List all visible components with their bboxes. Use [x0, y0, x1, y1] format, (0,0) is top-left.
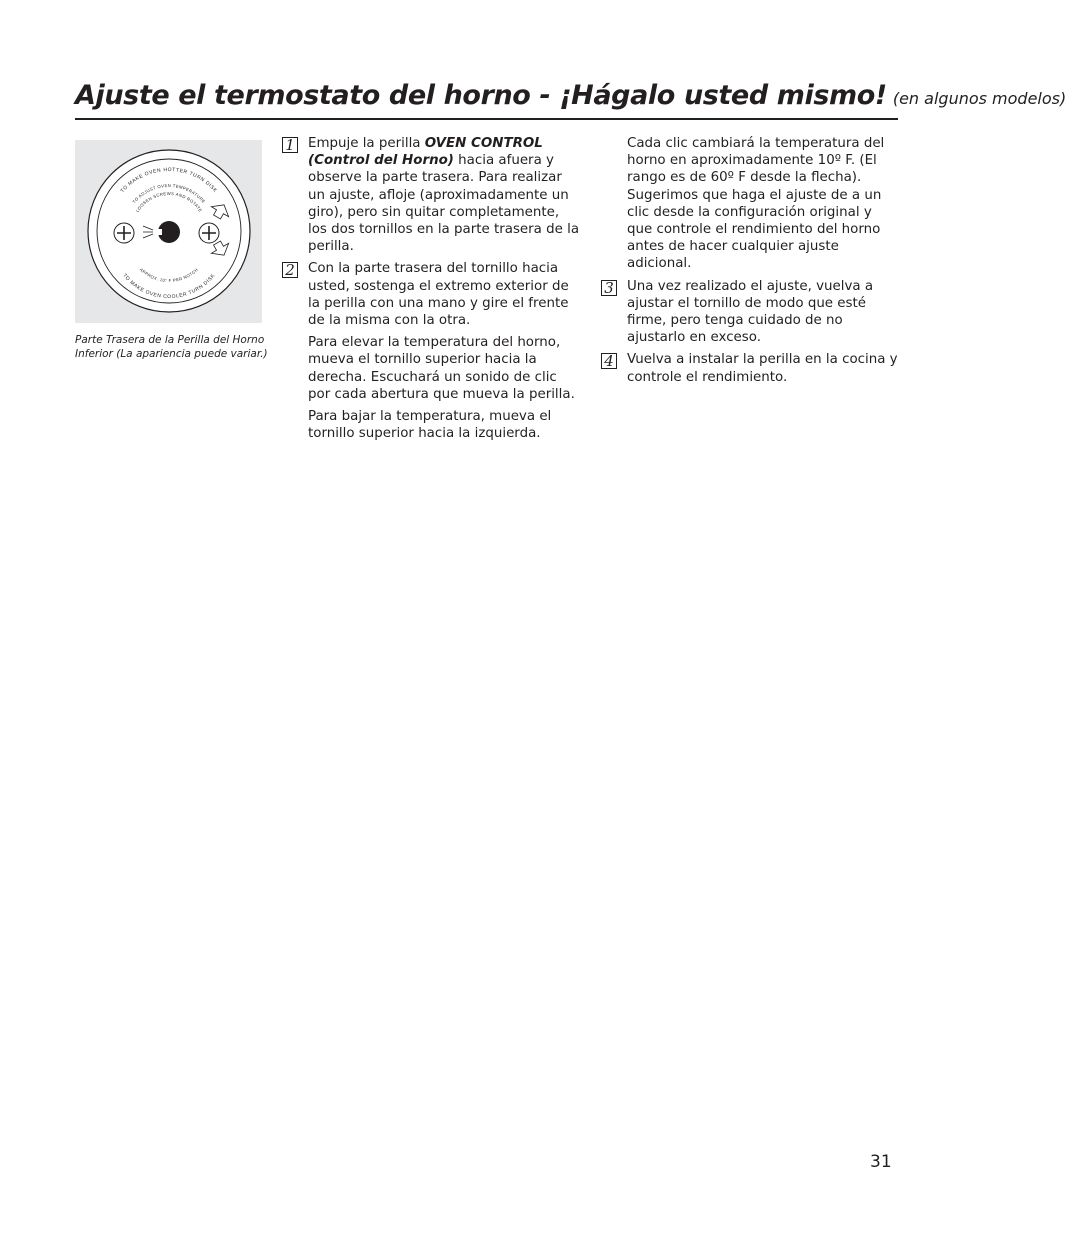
instructions-column-2 — [601, 135, 901, 391]
step-3-text: Una vez realizado el ajuste, vuelva a ajustar el tornillo de modo que esté firme, pero tenga cuidado de no ajustarlo en exceso. — [627, 278, 874, 346]
raise-temperature-paragraph: Para elevar la temperatura del horno, mueva el tornillo superior hacia la derecha. Escuchará un sonido de clic por cada abertura que mueva la perilla. — [308, 335, 575, 402]
bottom-arc-text: TO MAKE OVEN COOLER TURN DISK — [121, 272, 217, 301]
step-1-text-bold: OVEN CONTROL (Control del Horno) — [308, 136, 543, 169]
title-rule — [75, 118, 898, 120]
inner-arc-text-1: TO ADJUST OVEN TEMPERATURE — [131, 182, 207, 205]
figure-caption: Parte Trasera de la Perilla del Horno Inferior (La apariencia puede variar.) — [75, 334, 268, 360]
step-number-2: 2 — [282, 262, 298, 278]
step-number-3: 3 — [601, 280, 617, 296]
knob-figure — [75, 140, 262, 323]
step-3 — [601, 278, 901, 347]
page-number: 31 — [870, 1152, 892, 1172]
page-title — [75, 80, 1066, 111]
title-subtitle: (en algunos modelos) — [892, 89, 1066, 108]
step-4 — [601, 351, 901, 385]
knob-back-illustration — [75, 140, 262, 323]
lower-inner-arc-text: APPROX. 10° F PER NOTCH — [138, 267, 200, 284]
instructions-column-1 — [282, 135, 580, 447]
step-1-text-pre: Empuje la perilla — [308, 136, 425, 151]
step-2 — [282, 260, 580, 329]
step-2-text: Con la parte trasera del tornillo hacia usted, sostenga el extremo exterior de la perilla con una mano y gire el frente de la misma con la otra. — [308, 261, 569, 329]
top-arc-text: TO MAKE OVEN HOTTER TURN DISK — [119, 166, 219, 195]
click-change-paragraph: Cada clic cambiará la temperatura del horno en aproximadamente 10º F. (El rango es de 60º F desde la flecha). Sugerimos que haga el ajuste de a un clic desde la configuración original y que controle el rendimiento del horno antes de hacer cualquier ajuste adicional. — [627, 136, 885, 272]
right-screw-icon — [199, 223, 219, 243]
step-number-4: 4 — [601, 353, 617, 369]
left-screw-icon — [114, 223, 134, 243]
step-number-1: 1 — [282, 137, 298, 153]
step-1 — [282, 135, 580, 255]
step-4-text: Vuelva a instalar la perilla en la cocina y controle el rendimiento. — [627, 352, 898, 385]
inner-arc-text-2: LOOSEN SCREWS AND ROTATE — [134, 190, 204, 214]
lower-temperature-paragraph: Para bajar la temperatura, mueva el tornillo superior hacia la izquierda. — [308, 409, 552, 442]
step-1-text — [308, 135, 580, 255]
step-1-text-post: hacia afuera y observe la parte trasera. Para realizar un ajuste, afloje (aproximadamente un giro), pero sin quitar completamente, los dos tornillos en la parte trasera de la perilla. — [308, 153, 580, 255]
title-main: Ajuste el termostato del horno - ¡Hágalo usted mismo! — [75, 80, 887, 111]
